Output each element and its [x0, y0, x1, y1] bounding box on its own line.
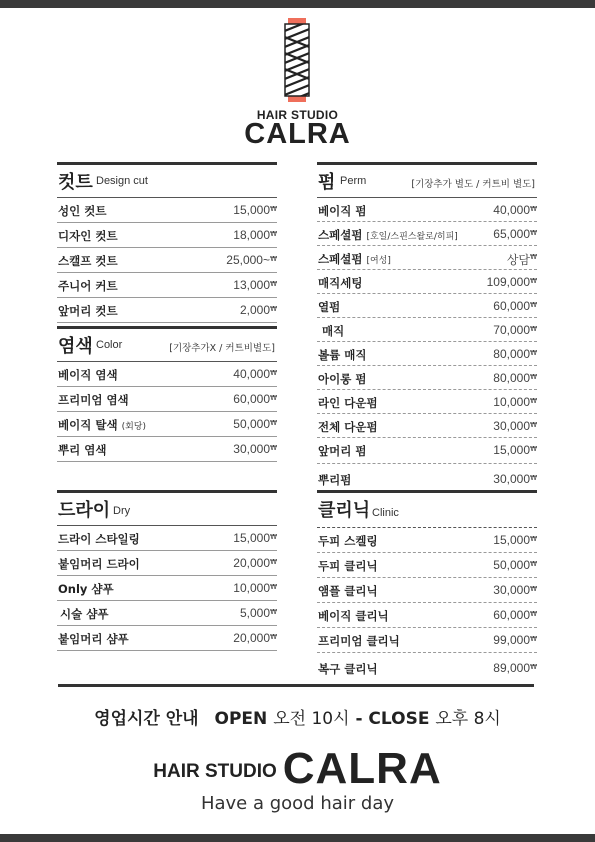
item-price: 40,000 [233, 367, 270, 381]
item-price: 109,000 [486, 275, 530, 289]
menu-row [317, 578, 537, 603]
item-name: 앞머리 컷트 [58, 304, 118, 318]
item-name: 스캘프 컷트 [58, 254, 118, 268]
cut-title-ko: 컷트 [58, 172, 93, 193]
item-name: 아이롱 펌 [318, 372, 367, 386]
item-price: 30,000 [233, 442, 270, 456]
color-title-ko: 염색 [58, 336, 93, 357]
dry-section [57, 490, 277, 651]
item-name: 성인 컷트 [58, 204, 107, 218]
cut-title-en: Design cut [96, 175, 148, 187]
menu-row [57, 298, 277, 323]
won-mark: ₩ [270, 558, 277, 566]
menu-row [57, 412, 277, 437]
won-mark: ₩ [270, 583, 277, 591]
item-name: 전체 다운펌 [318, 420, 378, 434]
open-word: OPEN [214, 709, 268, 729]
menu-row [317, 553, 537, 578]
item-name: 매직세팅 [318, 276, 363, 290]
menu-row [317, 246, 537, 270]
won-mark: ₩ [270, 444, 277, 452]
item-sub: [호일/스핀스왈로/히피] [366, 232, 458, 242]
won-mark: ₩ [270, 255, 277, 263]
dry-title-ko: 드라이 [58, 500, 111, 521]
item-price: 80,000 [493, 371, 530, 385]
won-mark: ₩ [270, 394, 277, 402]
footer-brand-small: HAIR STUDIO [153, 761, 277, 782]
item-name: 프리미엄 염색 [58, 393, 129, 407]
item-price: 2,000 [239, 303, 270, 317]
item-name: 붙임머리 샴푸 [58, 632, 129, 646]
won-mark: ₩ [530, 373, 537, 381]
item-price: 40,000 [493, 203, 530, 217]
item-name: Only 샴푸 [58, 582, 114, 596]
close-time: 오후 8시 [435, 709, 501, 729]
color-note: [기장추가X / 커트비별도] [169, 343, 275, 354]
item-name: 시술 샴푸 [60, 607, 109, 621]
top-border-bar [0, 0, 595, 8]
item-name: 디자인 컷트 [58, 229, 118, 243]
item-price: 15,000 [493, 443, 530, 457]
won-mark: ₩ [530, 205, 537, 213]
dry-header [57, 490, 277, 526]
menu-row [317, 414, 537, 438]
item-price: 30,000 [493, 472, 530, 486]
item-price: 80,000 [493, 347, 530, 361]
menu-row [57, 576, 277, 601]
menu-row [317, 318, 537, 342]
tagline: Have a good hair day [200, 793, 395, 814]
open-time: 오전 10시 [273, 709, 350, 729]
clinic-title-ko: 클리닉 [318, 500, 371, 521]
won-mark: ₩ [270, 205, 277, 213]
won-mark: ₩ [530, 560, 537, 568]
menu-row [57, 248, 277, 273]
menu-row [317, 628, 537, 653]
won-mark: ₩ [530, 663, 537, 671]
item-name: 뿌리 염색 [58, 443, 107, 457]
item-price: 10,000 [233, 581, 270, 595]
item-name: 프리미엄 클리닉 [318, 634, 400, 648]
menu-row [57, 362, 277, 387]
won-mark: ₩ [530, 474, 537, 482]
item-name-text: 베이직 탈색 [58, 418, 118, 432]
menu-row [57, 437, 277, 462]
item-price: 20,000 [233, 631, 270, 645]
won-mark: ₩ [270, 419, 277, 427]
item-name: 볼륨 매직 [318, 348, 367, 362]
item-price: 60,000 [493, 608, 530, 622]
cut-section [57, 162, 277, 323]
won-mark: ₩ [530, 349, 537, 357]
brand-title: CALRA [244, 118, 351, 150]
footer-brand-big: CALRA [282, 744, 442, 793]
won-mark: ₩ [530, 421, 537, 429]
won-mark: ₩ [270, 230, 277, 238]
item-name: 복구 클리닉 [318, 662, 378, 676]
item-name: 붙임머리 드라이 [58, 557, 140, 571]
color-header [57, 326, 277, 362]
menu-row [317, 653, 537, 681]
item-name-text: 스페셜펌 [318, 228, 363, 242]
won-mark: ₩ [530, 397, 537, 405]
item-price: 70,000 [493, 323, 530, 337]
cut-header [57, 162, 277, 198]
item-name: 두피 스켈링 [318, 534, 378, 548]
item-name [318, 251, 391, 267]
won-mark: ₩ [530, 535, 537, 543]
item-name: 라인 다운펌 [318, 396, 378, 410]
menu-row [57, 601, 277, 626]
menu-row [317, 603, 537, 628]
hours-label: 영업시간 안내 [94, 709, 199, 729]
item-price: 60,000 [493, 299, 530, 313]
menu-row [57, 551, 277, 576]
won-mark: ₩ [530, 610, 537, 618]
item-price: 99,000 [493, 633, 530, 647]
close-word: CLOSE [368, 709, 430, 729]
item-name: 뿌리펌 [318, 473, 352, 487]
item-price: 50,000 [233, 417, 270, 431]
item-name-text: 스페셜펌 [318, 252, 363, 266]
item-name: 두피 클리닉 [318, 559, 378, 573]
won-mark: ₩ [270, 633, 277, 641]
menu-row [317, 222, 537, 246]
hours-dash: - [355, 709, 363, 729]
item-name: 앰플 클리닉 [318, 584, 378, 598]
perm-header [317, 162, 537, 198]
clinic-title-en: Clinic [372, 507, 399, 519]
menu-row [317, 342, 537, 366]
footer-divider [58, 684, 534, 687]
item-price: 50,000 [493, 558, 530, 572]
won-mark: ₩ [270, 533, 277, 541]
won-mark: ₩ [270, 608, 277, 616]
item-sub: (회당) [121, 422, 146, 432]
footer-brand [0, 744, 595, 794]
item-name [58, 417, 146, 433]
perm-section [317, 162, 537, 490]
perm-note: [기장추가 별도 / 커트비 별도] [411, 179, 535, 190]
menu-row [317, 198, 537, 222]
item-price: 30,000 [493, 583, 530, 597]
item-name [318, 227, 458, 243]
won-mark: ₩ [530, 277, 537, 285]
menu-row [317, 464, 537, 490]
menu-row [57, 198, 277, 223]
item-price: 30,000 [493, 419, 530, 433]
item-price: 60,000 [233, 392, 270, 406]
menu-row [57, 223, 277, 248]
won-mark: ₩ [270, 305, 277, 313]
menu-row [57, 526, 277, 551]
menu-row [57, 387, 277, 412]
menu-row [57, 626, 277, 651]
item-price: 89,000 [493, 661, 530, 675]
perm-title-ko: 펌 [318, 172, 336, 193]
item-name: 앞머리 펌 [318, 444, 367, 458]
won-mark: ₩ [530, 445, 537, 453]
item-price: 10,000 [493, 395, 530, 409]
item-name: 베이직 염색 [58, 368, 118, 382]
color-title-en: Color [96, 339, 123, 351]
color-section [57, 326, 277, 462]
menu-row [317, 438, 537, 464]
item-sub: [여성] [366, 256, 391, 266]
item-price: 5,000 [239, 606, 270, 620]
menu-row [317, 270, 537, 294]
won-mark: ₩ [270, 280, 277, 288]
item-price: 13,000 [233, 278, 270, 292]
item-name: 베이직 펌 [318, 204, 367, 218]
item-name: 드라이 스타일링 [58, 532, 140, 546]
dry-title-en: Dry [113, 505, 131, 517]
clinic-header [317, 490, 537, 528]
menu-row [317, 366, 537, 390]
item-price: 상담 [506, 253, 530, 267]
item-name: 매직 [322, 324, 345, 338]
menu-row [317, 528, 537, 553]
item-price: 25,000~ [226, 253, 270, 267]
won-mark: ₩ [530, 325, 537, 333]
item-name: 열펌 [318, 300, 341, 314]
item-price: 65,000 [493, 227, 530, 241]
won-mark: ₩ [530, 229, 537, 237]
clinic-section [317, 490, 537, 681]
item-name: 주니어 커트 [58, 279, 118, 293]
item-price: 18,000 [233, 228, 270, 242]
item-price: 15,000 [493, 533, 530, 547]
won-mark: ₩ [270, 369, 277, 377]
bottom-border-bar [0, 834, 595, 842]
item-price: 15,000 [233, 203, 270, 217]
brand-subtitle: HAIR STUDIO [256, 108, 339, 122]
item-price: 15,000 [233, 531, 270, 545]
item-name: 베이직 클리닉 [318, 609, 389, 623]
won-mark: ₩ [530, 301, 537, 309]
won-mark: ₩ [530, 635, 537, 643]
business-hours [0, 704, 595, 729]
item-price: 20,000 [233, 556, 270, 570]
won-mark: ₩ [530, 253, 537, 261]
menu-row [317, 390, 537, 414]
won-mark: ₩ [530, 585, 537, 593]
perm-title-en: Perm [340, 175, 367, 187]
salon-logo-icon [282, 18, 312, 102]
menu-row [317, 294, 537, 318]
menu-row [57, 273, 277, 298]
